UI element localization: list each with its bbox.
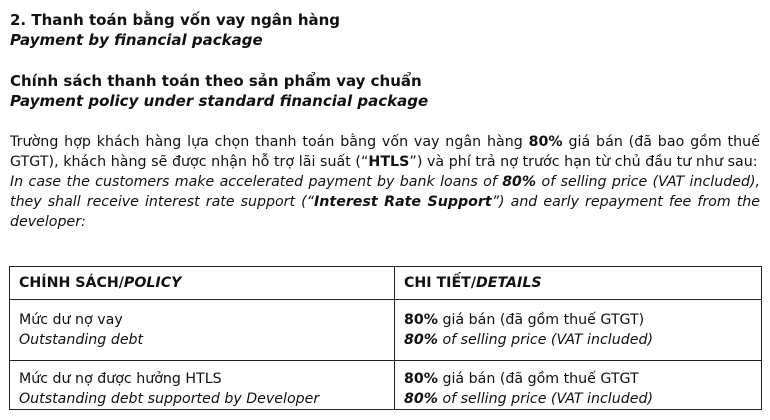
detail-cell — [395, 300, 762, 361]
detail-text-en: 80% of selling price (VAT included) — [404, 391, 654, 407]
section-heading-en: Payment by financial package — [10, 31, 263, 49]
detail-text-en: 80% of selling price (VAT included) — [404, 332, 654, 348]
policy-cell — [10, 300, 395, 361]
table-row — [10, 361, 762, 410]
policy-heading-en: Payment policy under standard financial package — [10, 92, 429, 110]
header-policy: CHÍNH SÁCH/POLICY — [10, 267, 395, 300]
policy-heading-vi: Chính sách thanh toán theo sản phẩm vay chuẩn — [10, 72, 422, 90]
section-heading-vi: 2. Thanh toán bằng vốn vay ngân hàng — [10, 11, 341, 29]
policy-label-en: Outstanding debt supported by Developer — [19, 391, 320, 407]
table-header-row — [10, 267, 762, 300]
intro-paragraph-vi: Trường hợp khách hàng lựa chọn thanh toán bằng vốn vay ngân hàng 80% giá bán (đã bao gồm thuế GTGT), khách hàng sẽ được nhận hỗ trợ lãi suất (“HTLS”) và phí trả nợ trước hạn từ chủ đầu tư như sau: — [10, 134, 760, 170]
policy-label-vi: Mức dư nợ vay — [19, 312, 123, 328]
table-row — [10, 300, 762, 361]
header-details: CHI TIẾT/DETAILS — [395, 267, 762, 300]
policy-cell — [10, 361, 395, 410]
detail-text-vi: 80% giá bán (đã gồm thuế GTGT) — [404, 312, 645, 328]
detail-text-vi: 80% giá bán (đã gồm thuế GTGT — [404, 371, 639, 387]
policy-table — [9, 266, 762, 410]
policy-label-en: Outstanding debt — [19, 332, 144, 348]
policy-label-vi: Mức dư nợ được hưởng HTLS — [19, 371, 222, 387]
intro-paragraph-en: In case the customers make accelerated payment by bank loans of 80% of selling price (VAT included), they shall receive interest rate support (“Interest Rate Support”) and early repayment fee from the developer: — [10, 174, 760, 230]
detail-cell — [395, 361, 762, 410]
